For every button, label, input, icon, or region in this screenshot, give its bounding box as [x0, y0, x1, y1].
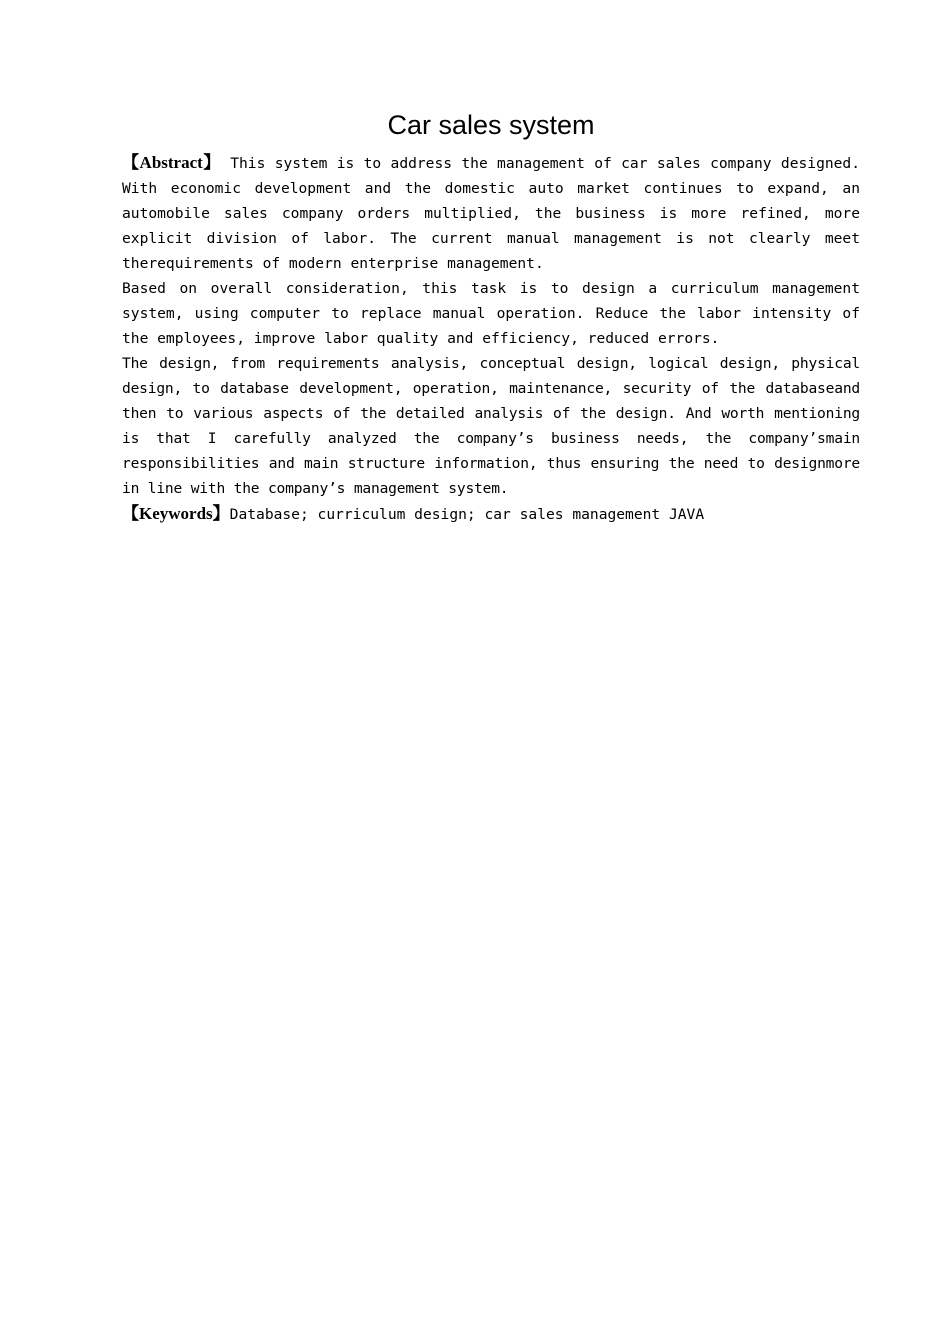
- paper-title: Car sales system: [387, 110, 595, 140]
- keywords-line: [122, 501, 860, 527]
- abstract-text-2: Based on overall consideration, this task is to design a curriculum management system, using computer to replace manual operation. Reduce the labor intensity of the employees, improve labor quality and efficiency, reduced errors.: [122, 280, 860, 347]
- abstract-text-3: The design, from requirements analysis, conceptual design, logical design, physical design, to database development, operation, maintenance, security of the databaseand then to various aspects of the detailed analysis of the design. And worth mentioning is that I carefully analyzed the company’s business needs, the company’smain responsibilities and main structure information, thus ensuring the need to designmore in line with the company’s management system.: [122, 355, 860, 497]
- abstract-text-1: This system is to address the management of car sales company designed. With economic development and the domestic auto market continues to expand, an automobile sales company orders multiplied, the business is more refined, more explicit division of labor. The current manual management is not clearly meet therequirements of modern enterprise management.: [122, 155, 860, 272]
- abstract-paragraph-3: [122, 351, 860, 501]
- abstract-section: [122, 150, 860, 527]
- keywords-text: Database; curriculum design; car sales management JAVA: [229, 506, 705, 523]
- abstract-label: 【Abstract】: [122, 153, 221, 172]
- keywords-label: 【Keywords】: [122, 504, 230, 523]
- abstract-paragraph-1: [122, 150, 860, 276]
- abstract-paragraph-2: [122, 276, 860, 351]
